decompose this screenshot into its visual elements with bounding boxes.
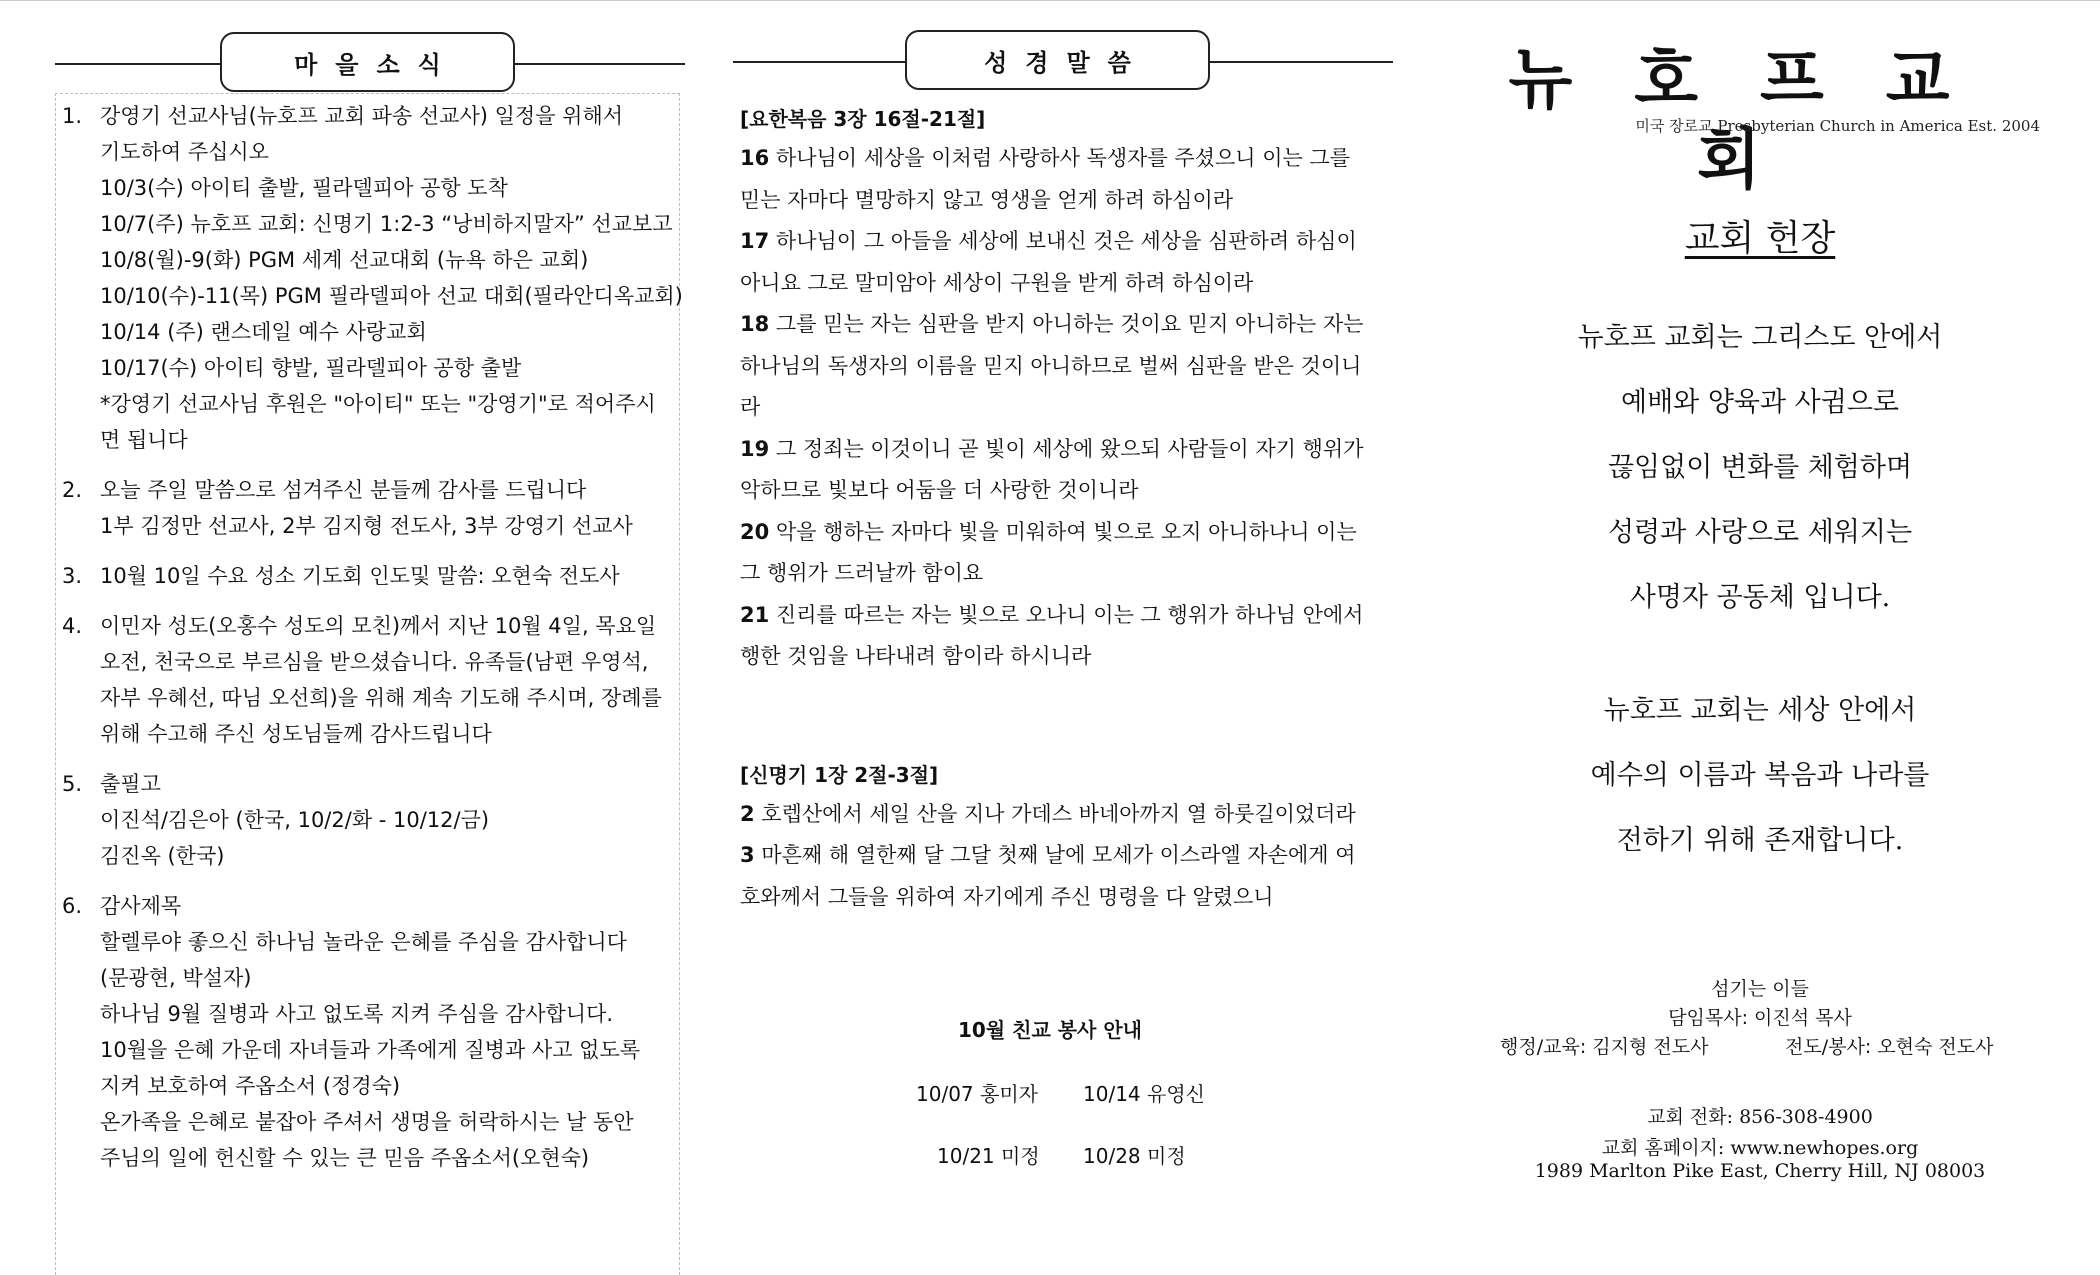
news-item-line: 1부 김정만 선교사, 2부 김지형 전도사, 3부 강영기 선교사 (100, 514, 633, 538)
verse-number: 17 (740, 229, 770, 253)
charter-line: 사명자 공동체 입니다. (1629, 582, 1891, 613)
verse-line (740, 553, 1390, 595)
news-item-line: 10/14 (주) 랜스데일 예수 사랑교회 (100, 320, 427, 344)
news-header (55, 32, 685, 96)
news-item-line: 10/3(수) 아이티 출발, 필라델피아 공항 도착 (100, 176, 508, 200)
news-item-line: 강영기 선교사님(뉴호프 교회 파송 선교사) 일정을 위해서 (100, 104, 624, 128)
verse-text: 호와께서 그들을 위하여 자기에게 주신 명령을 다 알렸으니 (740, 884, 1274, 909)
news-item-number: 2. (62, 478, 83, 502)
verse-line (740, 180, 1390, 222)
church-homepage: 교회 홈페이지: www.newhopes.org (1601, 1137, 1919, 1159)
news-header-title: 마을소식 (220, 32, 515, 92)
verse-line (740, 138, 1390, 180)
verse-text: 하나님의 독생자의 이름을 믿지 아니하므로 벌써 심판을 받은 것이니 (740, 353, 1362, 378)
news-item-number: 5. (62, 772, 83, 796)
verse-line (740, 429, 1390, 471)
news-item-line: *강영기 선교사님 후원은 "아이티" 또는 "강영기"로 적어주시 (100, 392, 656, 416)
verse-number: 18 (740, 312, 770, 336)
contact-section (1460, 1103, 2060, 1183)
verse-text: 호렙산에서 세일 산을 지나 가데스 바네아까지 열 하룻길이었더라 (754, 801, 1356, 826)
church-address: 1989 Marlton Pike East, Cherry Hill, NJ 08003 (1534, 1160, 1986, 1182)
news-item-line: 할렐루야 좋으신 하나님 놀라운 은혜를 주심을 감사합니다 (100, 930, 627, 954)
news-item (60, 472, 680, 544)
verse-line (740, 263, 1390, 305)
news-item-line: 주님의 일에 헌신할 수 있는 큰 믿음 주옵소서(오현숙) (100, 1146, 590, 1170)
volunteer-entry: 10/07 홍미자 (916, 1082, 1038, 1106)
scripture-header-title: 성경말씀 (905, 30, 1210, 90)
news-item-line: 10월을 은혜 가운데 자녀들과 가족에게 질병과 사고 없도록 (100, 1038, 641, 1062)
church-name: 뉴호프교회 (1508, 41, 2012, 198)
news-item-line: 10/8(월)-9(화) PGM 세계 선교대회 (뉴욕 하은 교회) (100, 248, 589, 272)
news-item-line: 면 됩니다 (100, 428, 188, 452)
passage-reference: [신명기 1장 2절-3절] (740, 762, 939, 787)
verse-text: 그 정죄는 이것이니 곧 빛이 세상에 왔으되 사람들이 자기 행위가 (769, 436, 1364, 461)
charter-part-a (1460, 305, 2060, 630)
verse-text: 행한 것임을 나타내려 함이라 하시니라 (740, 644, 1092, 668)
verse-line (740, 877, 1390, 919)
news-item-number: 1. (62, 104, 83, 128)
news-item-line: 지켜 보호하여 주옵소서 (정경숙) (100, 1074, 401, 1098)
passage-reference: [요한복음 3장 16절-21절] (740, 107, 986, 131)
news-item (60, 608, 680, 752)
verse-number: 20 (740, 519, 770, 544)
senior-pastor: 담임목사: 이진석 목사 (1668, 1007, 1852, 1029)
charter-line: 끊임없이 변화를 체험하며 (1607, 452, 1913, 483)
verse-number: 21 (740, 602, 770, 627)
servers-section (1460, 975, 2060, 1062)
news-item-line: 자부 우혜선, 따님 오선희)을 위해 계속 기도해 주시며, 장례를 (100, 686, 662, 710)
news-item-line: (문광현, 박설자) (100, 966, 252, 990)
verse-text: 마흔째 해 열한째 달 그달 첫째 날에 모세가 이스라엘 자손에게 여 (754, 843, 1356, 867)
news-item-line: 10월 10일 수요 성소 기도회 인도및 말씀: 오현숙 전도사 (100, 564, 620, 588)
news-item-line: 10/7(주) 뉴호프 교회: 신명기 1:2-3 “낭비하지말자” 선교보고 (100, 212, 673, 236)
verse-text: 진리를 따르는 자는 빛으로 오나니 이는 그 행위가 하나님 안에서 (769, 602, 1364, 627)
news-item-number: 3. (62, 564, 83, 588)
verse-line (740, 304, 1390, 346)
news-item-line: 온가족을 은혜로 붙잡아 주셔서 생명을 허락하시는 날 동안 (100, 1110, 634, 1134)
verse-line (740, 346, 1390, 388)
volunteer-section (900, 1010, 1200, 1050)
evangelism-staff: 전도/봉사: 오현숙 전도사 (1785, 1036, 1994, 1058)
news-item (60, 558, 680, 594)
page-top-edge (0, 0, 2100, 1)
verse-line (740, 512, 1390, 554)
news-list (60, 98, 683, 1190)
charter-part-b (1460, 678, 2060, 873)
news-item-line: 10/17(수) 아이티 향발, 필라델피아 공항 출발 (100, 356, 522, 380)
volunteer-entry: 10/21 미정 (937, 1144, 1040, 1168)
verse-line (740, 595, 1390, 637)
news-item-number: 4. (62, 614, 83, 638)
servers-title: 섬기는 이들 (1711, 978, 1809, 1000)
charter-title: 교회 헌장 (1684, 218, 1836, 259)
verse-text: 그 행위가 드러날까 함이요 (740, 561, 984, 585)
scripture-passage (740, 100, 1390, 678)
verse-number: 2 (740, 801, 755, 826)
verse-line (740, 794, 1390, 836)
news-item-line: 오늘 주일 말씀으로 섬겨주신 분들께 감사를 드립니다 (100, 478, 587, 502)
news-item-line: 하나님 9월 질병과 사고 없도록 지켜 주심을 감사합니다. (100, 1002, 614, 1026)
charter-line: 전하기 위해 존재합니다. (1616, 825, 1904, 856)
news-item (60, 888, 680, 1176)
news-item-line: 이민자 성도(오홍수 성도의 모친)께서 지난 10월 4일, 목요일 (100, 614, 657, 638)
charter-line: 뉴호프 교회는 그리스도 안에서 (1577, 322, 1943, 353)
scripture-passage (740, 756, 1390, 919)
verse-number: 3 (740, 843, 755, 867)
verse-line (740, 835, 1390, 877)
verse-line (740, 470, 1390, 512)
volunteer-entry: 10/28 미정 (1083, 1144, 1186, 1168)
church-phone: 교회 전화: 856-308-4900 (1647, 1106, 1873, 1128)
news-item-line: 감사제목 (100, 894, 182, 918)
news-item-line: 위해 수고해 주신 성도님들께 감사드립니다 (100, 722, 492, 746)
admin-staff: 행정/교육: 김지형 전도사 (1500, 1036, 1709, 1058)
verse-text: 아니요 그로 말미암아 세상이 구원을 받게 하려 하심이라 (740, 270, 1254, 295)
news-item (60, 98, 683, 458)
verse-number: 16 (740, 146, 770, 170)
verse-number: 19 (740, 436, 770, 461)
news-item-line: 김진옥 (한국) (100, 844, 225, 868)
news-item-line: 출필고 (100, 772, 161, 796)
charter-line: 예수의 이름과 복음과 나라를 (1590, 760, 1930, 791)
news-item-line: 오전, 천국으로 부르심을 받으셨습니다. 유족들(남편 우영석, (100, 650, 649, 674)
verse-line (740, 387, 1390, 429)
verse-text: 하나님이 그 아들을 세상에 보내신 것은 세상을 심판하려 하심이 (769, 229, 1357, 253)
news-item-number: 6. (62, 894, 83, 918)
scripture-passages (740, 100, 1390, 918)
verse-text: 악을 행하는 자마다 빛을 미워하여 빛으로 오지 아니하나니 이는 (769, 519, 1357, 544)
verse-line (740, 636, 1390, 678)
verse-text: 악하므로 빛보다 어둠을 더 사랑한 것이니라 (740, 478, 1139, 502)
verse-text: 라 (740, 395, 761, 419)
verse-line (740, 221, 1390, 263)
church-affiliation: 미국 장로교 Presbyterian Church in America Est. 2004 (1635, 117, 2040, 135)
verse-text: 그를 믿는 자는 심판을 받지 아니하는 것이요 믿지 아니하는 자는 (769, 312, 1364, 336)
volunteer-entry: 10/14 유영신 (1083, 1082, 1205, 1106)
verse-text: 믿는 자마다 멸망하지 않고 영생을 얻게 하려 하심이라 (740, 187, 1234, 212)
news-item-line: 10/10(수)-11(목) PGM 필라델피아 선교 대회(필라안디옥교회) (100, 284, 683, 308)
news-item-line: 이진석/김은아 (한국, 10/2/화 - 10/12/금) (100, 808, 490, 832)
volunteer-title: 10월 친교 봉사 안내 (958, 1018, 1142, 1042)
news-item (60, 766, 680, 874)
charter-line: 예배와 양육과 사귐으로 (1621, 387, 1899, 418)
charter-line: 뉴호프 교회는 세상 안에서 (1603, 695, 1917, 726)
charter-line: 성령과 사랑으로 세워지는 (1607, 517, 1913, 548)
staff-row (1460, 1033, 2060, 1062)
scripture-header (733, 30, 1393, 94)
verse-text: 하나님이 세상을 이처럼 사랑하사 독생자를 주셨으니 이는 그를 (769, 146, 1351, 170)
news-item-line: 기도하여 주십시오 (100, 140, 269, 164)
